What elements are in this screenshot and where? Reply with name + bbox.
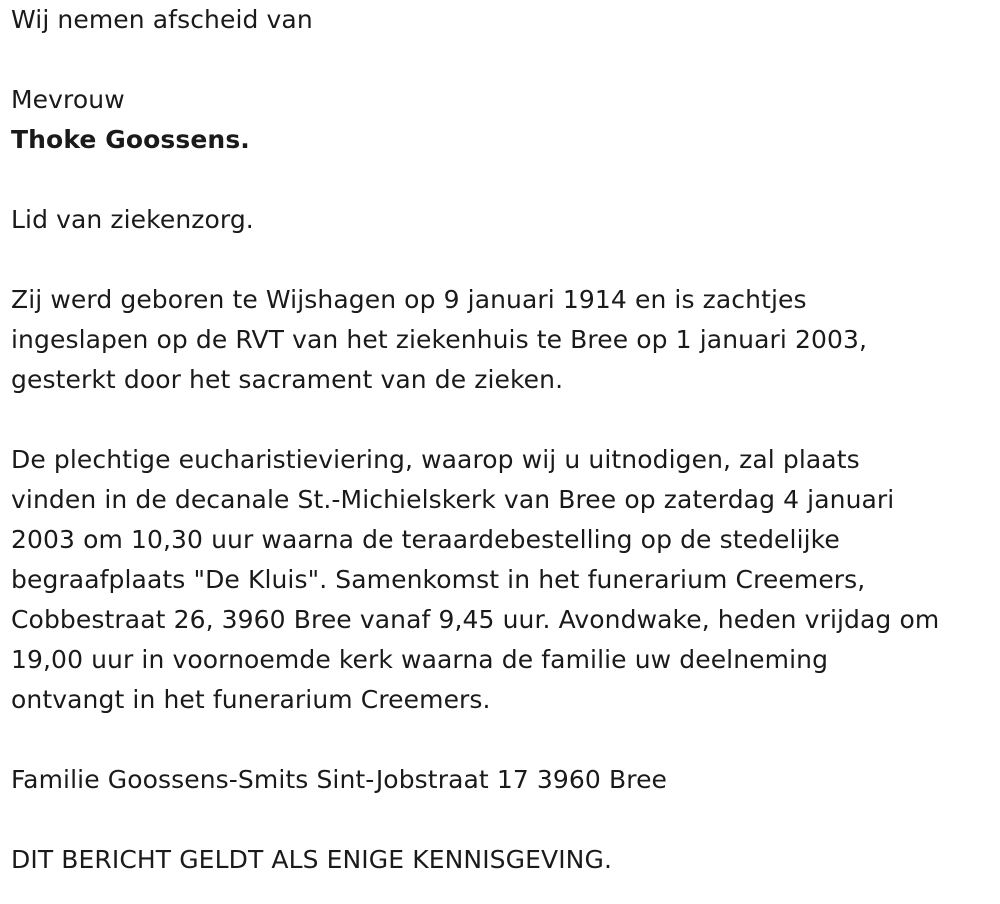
spacer <box>11 160 996 200</box>
paragraph-line: Cobbestraat 26, 3960 Bree vanaf 9,45 uur. Avondwake, heden vrijdag om <box>11 605 940 634</box>
membership-line: Lid van ziekenzorg. <box>11 205 254 234</box>
intro-line: Wij nemen afscheid van <box>11 5 313 34</box>
paragraph-line: vinden in de decanale St.-Michielskerk van Bree op zaterdag 4 januari <box>11 485 895 514</box>
closing-statement: DIT BERICHT GELDT ALS ENIGE KENNISGEVING. <box>11 845 612 874</box>
birth-death-paragraph <box>11 280 996 400</box>
paragraph-line: De plechtige eucharistieviering, waarop wij u uitnodigen, zal plaats <box>11 445 860 474</box>
paragraph-line: ontvangt in het funerarium Creemers. <box>11 685 491 714</box>
spacer <box>11 400 996 440</box>
death-notice <box>11 0 996 880</box>
salutation: Mevrouw <box>11 85 125 114</box>
deceased-name: Thoke Goossens. <box>11 125 250 154</box>
spacer <box>11 720 996 760</box>
spacer <box>11 800 996 840</box>
spacer <box>11 40 996 80</box>
paragraph-line: gesterkt door het sacrament van de zieken. <box>11 365 564 394</box>
paragraph-line: 19,00 uur in voornoemde kerk waarna de familie uw deelneming <box>11 645 829 674</box>
paragraph-line: Zij werd geboren te Wijshagen op 9 januari 1914 en is zachtjes <box>11 285 807 314</box>
family-signature: Familie Goossens-Smits Sint-Jobstraat 17 3960 Bree <box>11 765 668 794</box>
spacer <box>11 240 996 280</box>
paragraph-line: begraafplaats "De Kluis". Samenkomst in het funerarium Creemers, <box>11 565 866 594</box>
paragraph-line: ingeslapen op de RVT van het ziekenhuis te Bree op 1 januari 2003, <box>11 325 868 354</box>
ceremony-paragraph <box>11 440 996 720</box>
paragraph-line: 2003 om 10,30 uur waarna de teraardebestelling op de stedelijke <box>11 525 840 554</box>
